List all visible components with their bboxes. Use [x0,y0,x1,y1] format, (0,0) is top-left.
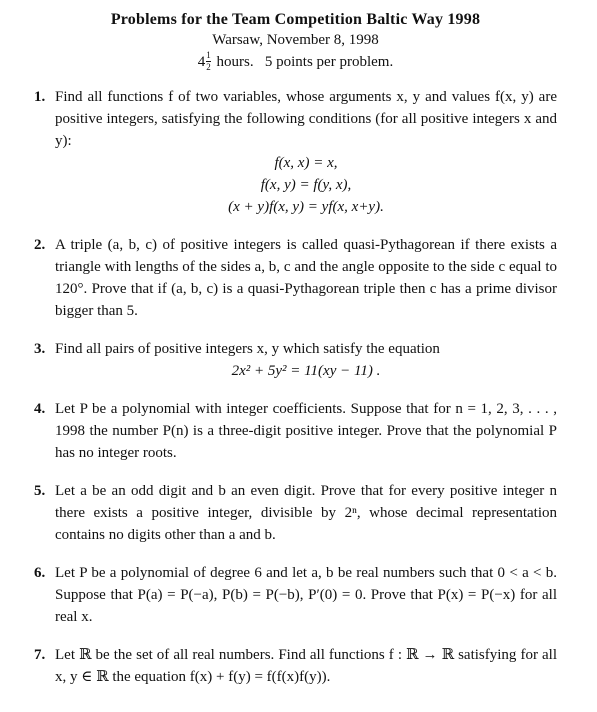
problem-list [34,86,557,688]
problem-number: 4. [34,401,46,417]
problem-text: Let a be an odd digit and b an even digit. Prove that for every positive integer n there exists a positive integer, divisible by 2ⁿ, whose decimal representation contains no digits other than a and b. [55,483,557,543]
duration-rest: hours. 5 points per problem. [212,54,394,70]
problem-body [55,234,557,322]
fraction-numerator: 1 [206,50,211,60]
problem-item [34,86,557,218]
problem-text: Let ℝ be the set of all real numbers. Find all functions f : ℝ → ℝ satisfying for all x, y ∈ ℝ the equation f(x) + f(y) = f(f(x)f(y)). [55,647,557,685]
problem-body [55,398,557,464]
venue-date: Warsaw, November 8, 1998 [212,32,379,48]
problem-text: Find all pairs of positive integers x, y which satisfy the equation [55,341,440,357]
problem-number: 3. [34,341,46,357]
problem-item [34,562,557,628]
duration-whole: 4 [197,54,206,70]
equation: (x + y)f(x, y) = yf(x, x+y). [228,199,384,215]
problem-body [55,644,557,688]
problem-number: 6. [34,565,46,581]
problem-item [34,338,557,382]
equation: f(x, y) = f(y, x), [260,177,352,193]
problem-item [34,644,557,688]
duration-line [34,51,557,73]
problem-text: A triple (a, b, c) of positive integers is called quasi-Pythagorean if there exists a triangle with lengths of the sides a, b, c and the angle opposite to the side c equal to 120°. Prove that if (a, b, c) is a quasi-Pythagorean triple then c has a prime divisor bigger than 5. [55,237,557,319]
document-title: Problems for the Team Competition Baltic Way 1998 [110,11,481,28]
problem-item [34,480,557,546]
problem-text: Let P be a polynomial with integer coefficients. Suppose that for n = 1, 2, 3, . . . , 1998 the number P(n) is a three-digit positive integer. Prove that the polynomial P has no integer roots. [55,401,557,461]
problem-number: 2. [34,237,46,253]
problem-number: 5. [34,483,46,499]
problem-number: 1. [34,89,46,105]
problem-body [55,86,557,218]
fraction-denominator: 2 [206,62,211,72]
problem-text: Find all functions f of two variables, whose arguments x, y and values f(x, y) are positive integers, satisfying the following conditions (for all positive integers x and y): [55,89,557,149]
duration-fraction [206,51,211,72]
equation: f(x, x) = x, [274,155,338,171]
problem-text: Let P be a polynomial of degree 6 and let a, b be real numbers such that 0 < a < b. Suppose that P(a) = P(−a), P(b) = P(−b), P′(0) = 0. Prove that P(x) = P(−x) for all real x. [55,565,557,625]
problem-body [55,338,557,382]
problem-body [55,480,557,546]
problem-item [34,234,557,322]
problem-item [34,398,557,464]
document-header [34,10,557,73]
problem-number: 7. [34,647,46,663]
problem-body [55,562,557,628]
equation: 2x² + 5y² = 11(xy − 11) . [231,363,381,379]
